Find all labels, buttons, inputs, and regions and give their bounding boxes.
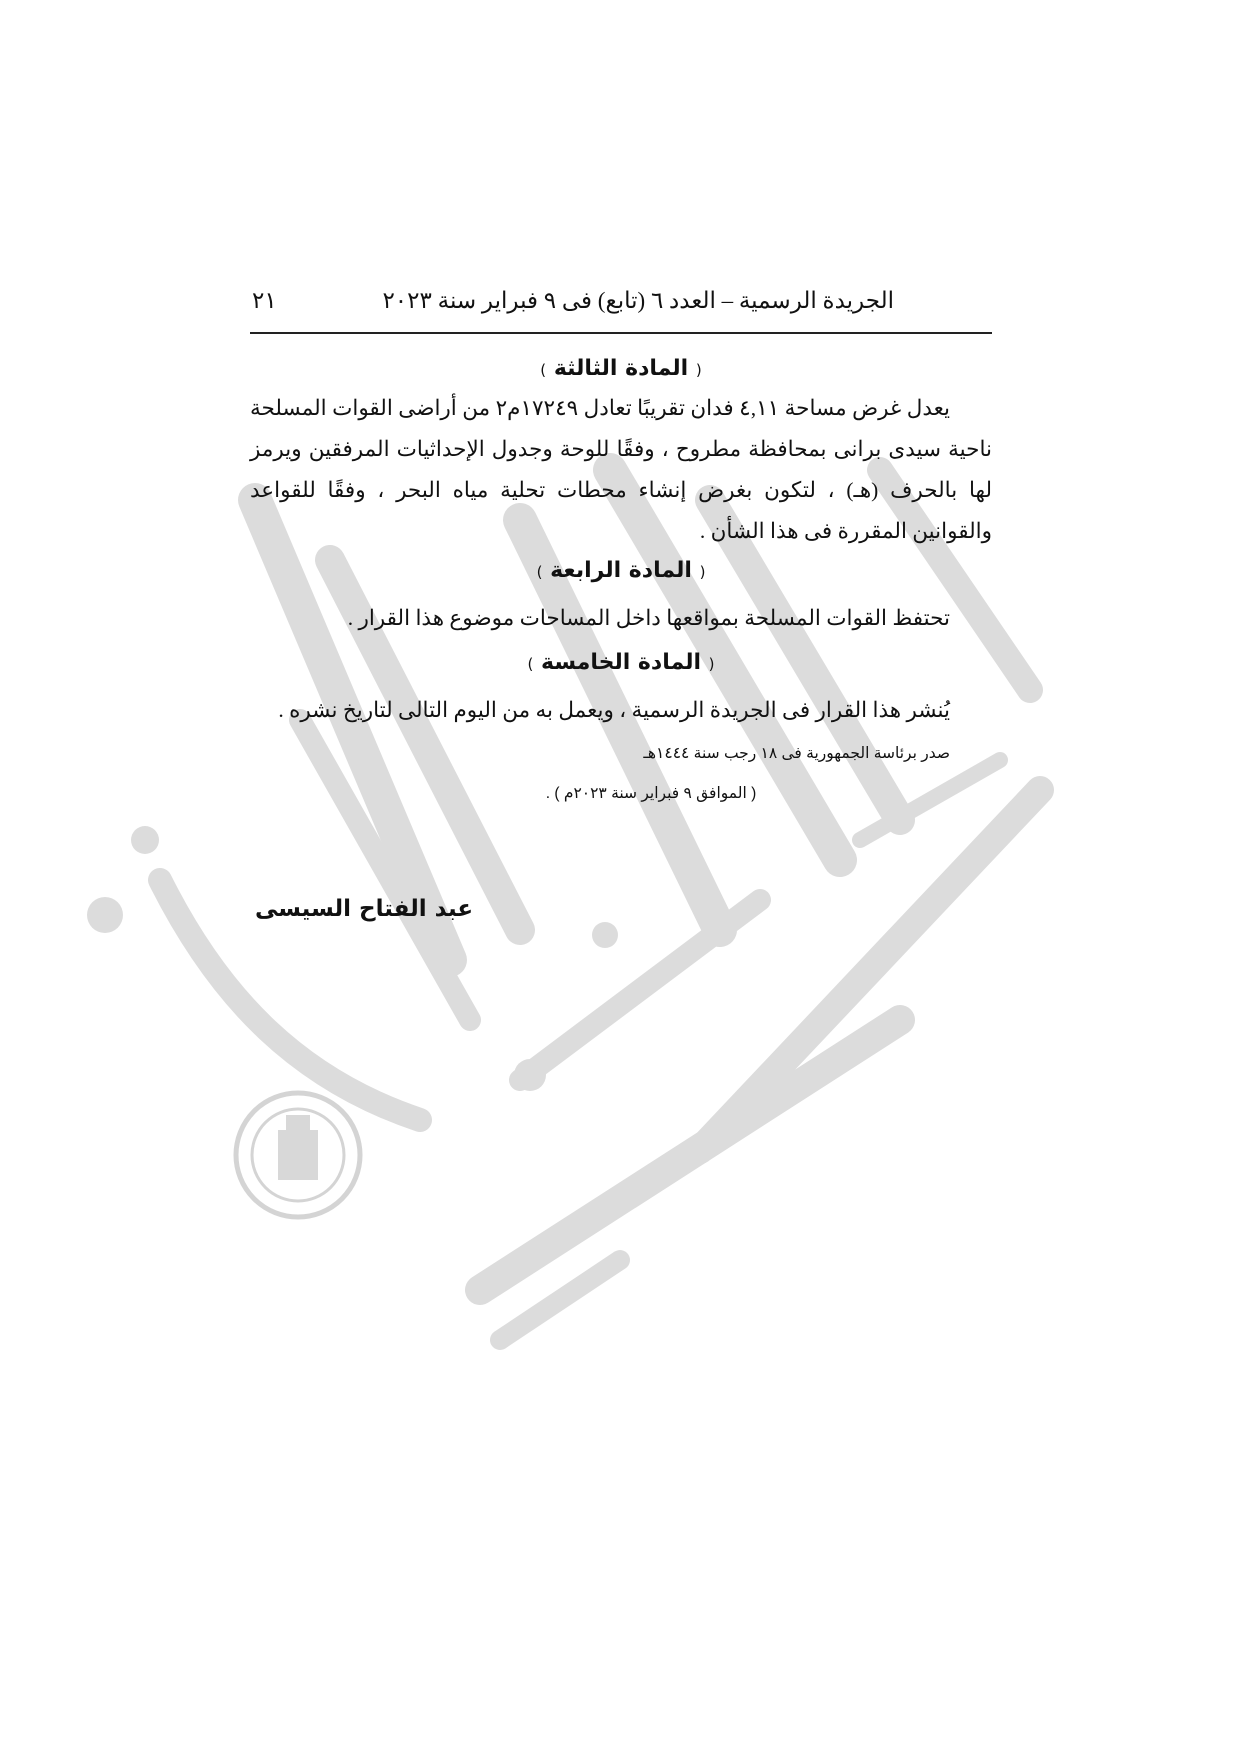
page-header: [250, 284, 992, 334]
watermark-stroke: [700, 790, 1040, 1150]
page-number: ٢١: [252, 288, 277, 313]
article-text: يعدل غرض مساحة ٤,١١ فدان تقريبًا تعادل ١٧٢٤٩م٢ من أراضى القوات المسلحة ناحية سيدى برانى بمحافظة مطروح ، وفقًا للوحة وجدول الإحداثيات المرفقين ويرمز لها بالحرف (هـ) ، لتكون بغرض إنشاء محطات تحلية مياه البحر ، وفقًا للقواعد والقوانين المقررة فى هذا الشأن .: [250, 396, 992, 543]
watermark-stroke: [520, 900, 760, 1080]
watermark-dot: [131, 826, 159, 854]
article-text: يُنشر هذا القرار فى الجريدة الرسمية ، ويعمل به من اليوم التالى لتاريخ نشره .: [278, 698, 950, 722]
watermark-dot: [514, 1059, 546, 1091]
watermark-stroke: [480, 1020, 900, 1290]
watermark-stroke: [500, 1260, 620, 1340]
article-heading: ( المادة الخامسة ): [527, 650, 715, 675]
gregorian-date-line: ( الموافق ٩ فبراير سنة ٢٠٢٣م ) .: [545, 785, 757, 802]
article-heading-text: المادة الثالثة: [553, 356, 689, 381]
seal-emblem: [228, 1085, 368, 1225]
signature: عبد الفتاح السيسى: [255, 896, 474, 922]
issuance-line: صدر برئاسة الجمهورية فى ١٨ رجب سنة ١٤٤٤هـ: [643, 745, 950, 762]
decree-body: [250, 350, 992, 812]
article-heading: ( المادة الثالثة ): [540, 356, 702, 381]
article-heading-text: المادة الخامسة: [540, 650, 701, 675]
watermark-dot: [592, 922, 618, 948]
watermark-dot: [87, 897, 123, 933]
article-heading: ( المادة الرابعة ): [536, 558, 706, 583]
article-heading-text: المادة الرابعة: [550, 558, 692, 583]
header-title: الجريدة الرسمية – العدد ٦ (تابع) فى ٩ فبراير سنة ٢٠٢٣: [382, 288, 894, 313]
article-text: تحتفظ القوات المسلحة بمواقعها داخل المساحات موضوع هذا القرار .: [347, 606, 950, 630]
